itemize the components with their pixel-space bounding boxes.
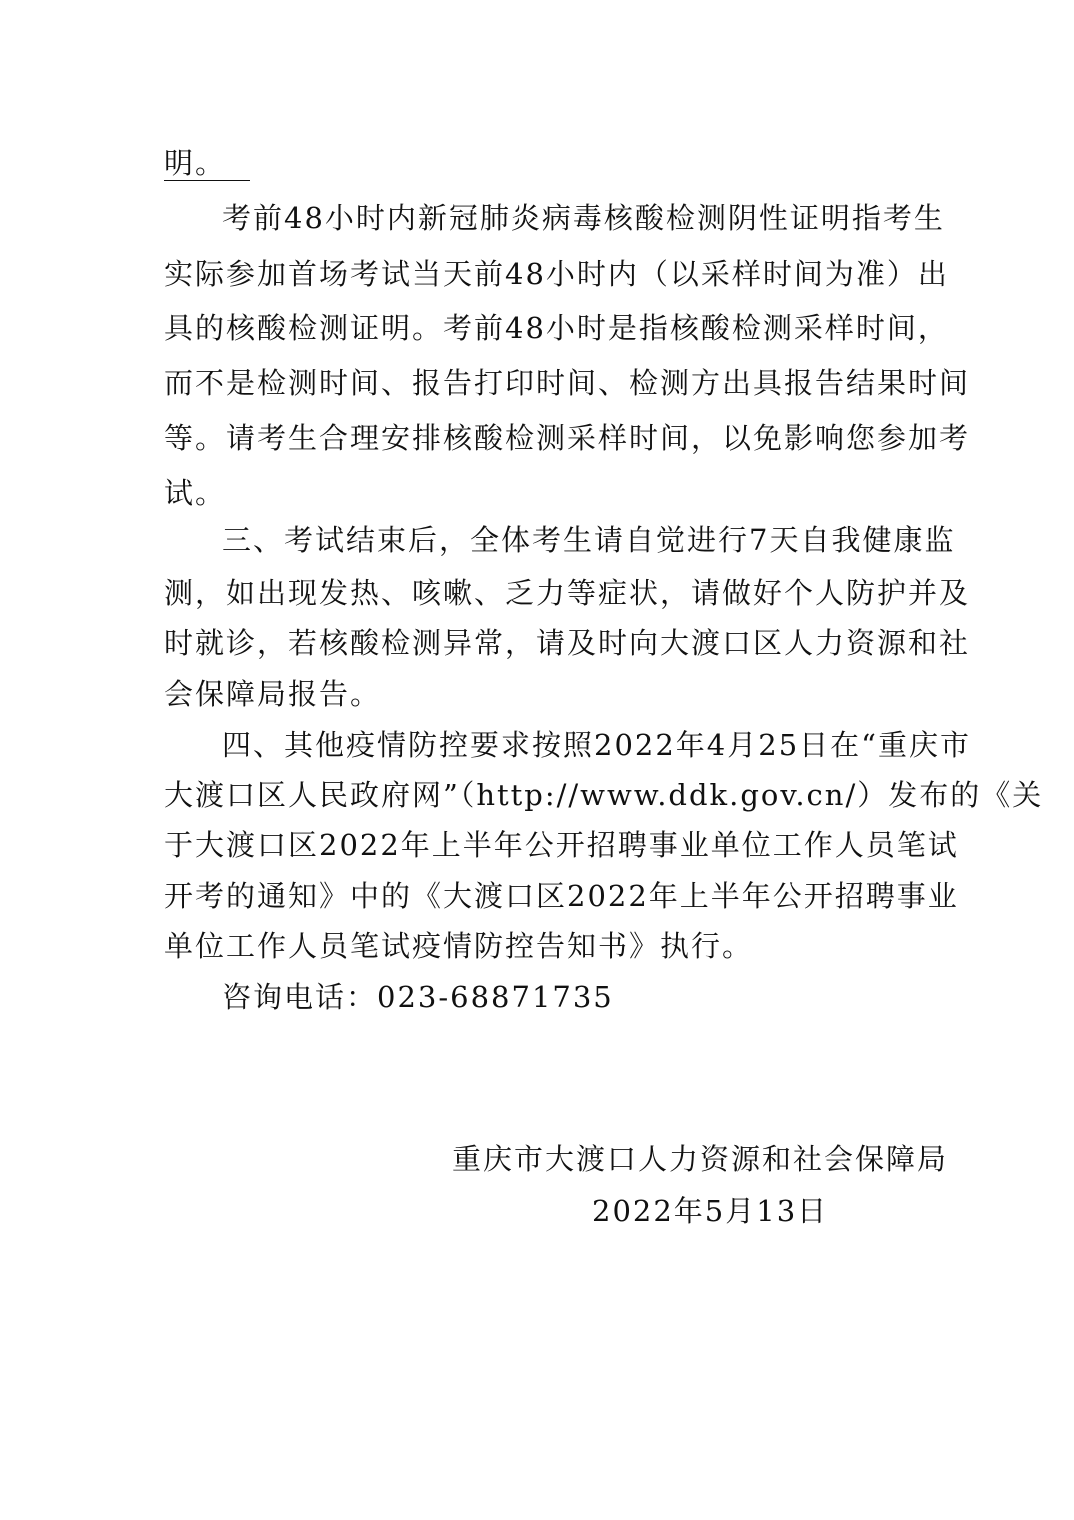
text-line-7: 试。 (164, 476, 227, 510)
text-line-12: 四、其他疫情防控要求按照2022年4月25日在“重庆市 (222, 728, 971, 762)
text-line-6: 等。请考生合理安排核酸检测采样时间，以免影响您参加考 (164, 421, 971, 455)
text-line-2: 考前48小时内新冠肺炎病毒核酸检测阴性证明指考生 (222, 201, 945, 235)
text-line-4: 具的核酸检测证明。考前48小时是指核酸检测采样时间， (164, 311, 949, 345)
text-line-8: 三、考试结束后，全体考生请自觉进行7天自我健康监 (222, 523, 956, 557)
signature-org: 重庆市大渡口人力资源和社会保障局 (452, 1142, 949, 1176)
text-line-11: 会保障局报告。 (164, 677, 382, 711)
text-line-15: 开考的通知》中的《大渡口区2022年上半年公开招聘事业 (164, 879, 959, 913)
text-line-16: 单位工作人员笔试疫情防控告知书》执行。 (164, 929, 754, 963)
signature-date: 2022年5月13日 (592, 1194, 829, 1228)
text-line-14: 于大渡口区2022年上半年公开招聘事业单位工作人员笔试 (164, 828, 959, 862)
text-line-1 (164, 146, 910, 181)
text-line-10: 时就诊，若核酸检测异常，请及时向大渡口区人力资源和社 (164, 626, 971, 660)
text-line-13: 大渡口区人民政府网”（http://www.ddk.gov.cn/）发布的《关 (164, 778, 1044, 812)
underlined-fragment: 明。 (164, 146, 250, 181)
text-line-9: 测，如出现发热、咳嗽、乏力等症状，请做好个人防护并及 (164, 576, 971, 610)
text-line-3: 实际参加首场考试当天前48小时内（以采样时间为准）出 (164, 257, 949, 291)
text-line-5: 而不是检测时间、报告打印时间、检测方出具报告结果时间 (164, 366, 971, 400)
contact-phone-line: 咨询电话：023-68871735 (222, 980, 614, 1014)
